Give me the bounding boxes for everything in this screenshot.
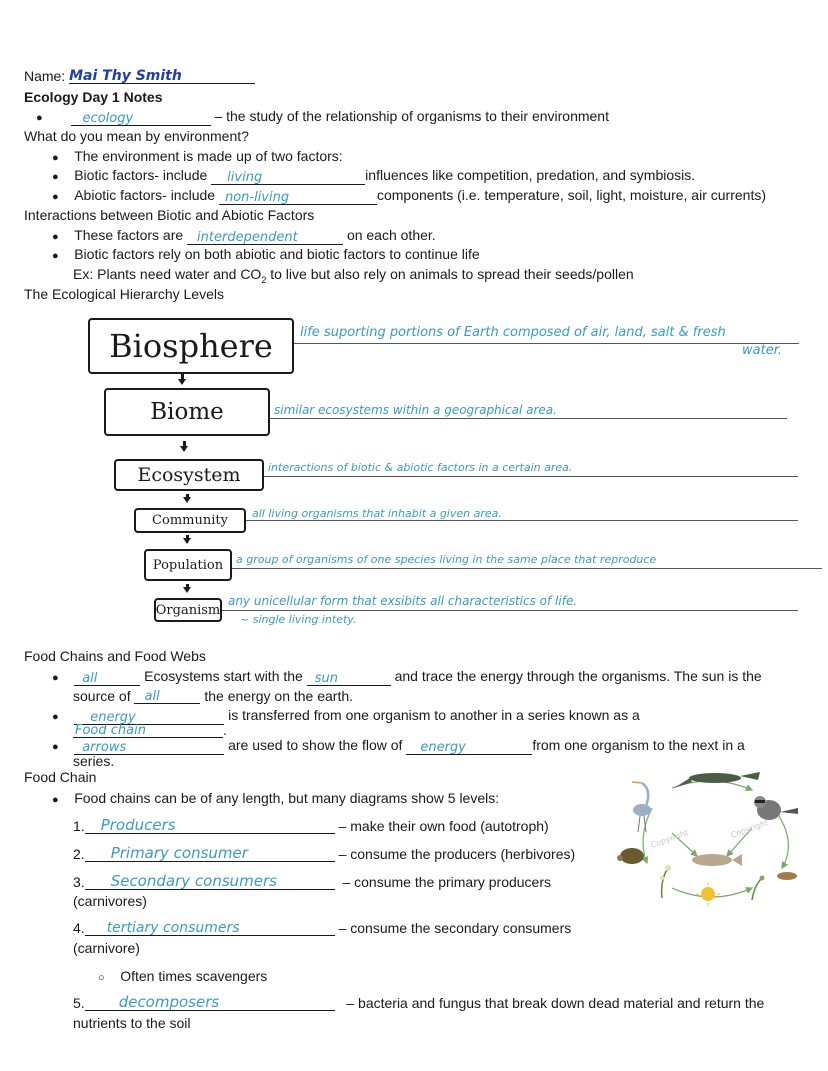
energy-answer-2: energy <box>420 740 466 755</box>
all-blank-2[interactable] <box>134 688 200 704</box>
level-desc: – consume the primary producers <box>342 874 552 890</box>
level-desc: – consume the producers (herbivores) <box>338 846 576 862</box>
chain-level-4 <box>73 920 571 936</box>
environment-text: The environment is made up of two factors: <box>74 148 343 164</box>
biotic-bullet <box>52 167 695 185</box>
level-line <box>294 343 799 344</box>
interdependent-blank[interactable] <box>187 229 343 245</box>
primary-answer: Primary consumer <box>110 844 248 862</box>
scavenger-bullet <box>98 968 267 986</box>
page-title: Ecology Day 1 Notes <box>24 89 163 105</box>
plant-icon <box>660 865 671 898</box>
arrows-text: are used to show the flow of <box>228 737 403 753</box>
sun-bullet <box>52 668 762 686</box>
secondary-answer: Secondary consumers <box>110 872 277 890</box>
abiotic-blank[interactable] <box>219 189 377 205</box>
producers-blank[interactable] <box>85 818 335 834</box>
source-text-2: the energy on the earth. <box>204 688 354 704</box>
web-arrow <box>777 813 788 868</box>
environment-question: What do you mean by environment? <box>24 128 249 144</box>
food-chain-answer: Food chain <box>75 723 146 738</box>
arrows-text-2: from one organism to the next in a <box>532 737 745 753</box>
level-line <box>246 520 798 521</box>
name-value: Mai Thy Smith <box>69 68 182 84</box>
ecology-definition: – the study of the relationship of organisms to their environment <box>214 108 609 124</box>
hierarchy-heading: The Ecological Hierarchy Levels <box>24 286 224 302</box>
level-label: Biome <box>150 399 224 425</box>
arrow-down-icon <box>180 446 188 452</box>
level-label: Biosphere <box>109 327 273 365</box>
length-bullet <box>52 790 499 808</box>
source-line <box>73 688 353 704</box>
scavenger-text: Often times scavengers <box>120 968 268 984</box>
crayfish-icon <box>777 872 797 880</box>
copyright-watermark: Copyright <box>729 818 770 840</box>
secondary-blank[interactable] <box>85 874 335 890</box>
level-ecosystem-desc: interactions of biotic & abiotic factors in a certain area. <box>268 461 573 474</box>
biotic-blank[interactable] <box>211 169 365 185</box>
level-line <box>270 418 787 419</box>
name-line <box>24 68 255 84</box>
level-biome-desc: similar ecosystems within a geographical area. <box>274 403 557 417</box>
food-chain-blank[interactable] <box>73 722 223 738</box>
ecology-answer: ecology <box>82 111 134 126</box>
length-text: Food chains can be of any length, but many diagrams show 5 levels: <box>74 790 500 806</box>
arrow-down-icon <box>183 587 191 593</box>
nutrients-text: nutrients to the soil <box>73 1015 191 1031</box>
sun-answer: sun <box>314 671 338 686</box>
bullet-icon: ● <box>52 250 59 262</box>
interactions-heading: Interactions between Biotic and Abiotic Factors <box>24 207 315 223</box>
bullet-icon: ● <box>52 171 59 183</box>
arrows-bullet <box>52 737 745 755</box>
level-population-desc: a group of organisms of one species living in the same place that reproduce <box>236 553 657 566</box>
all-blank[interactable] <box>74 670 140 686</box>
level-community-box <box>134 508 246 533</box>
biotic-text: Biotic factors- include <box>74 167 208 183</box>
bullet-icon: ● <box>52 191 59 203</box>
bullet-icon: ● <box>52 711 59 723</box>
decomposers-blank[interactable] <box>85 995 335 1011</box>
arrow-down-icon <box>183 538 191 544</box>
level-biosphere-desc2: water. <box>742 343 782 358</box>
level-num: 4. <box>73 920 85 936</box>
energy-text: is transferred from one organism to another in a series known as a <box>228 707 640 723</box>
sun-blank[interactable] <box>307 670 391 686</box>
arrow-down-icon <box>178 379 186 385</box>
level-ecosystem-box <box>114 459 264 491</box>
level-biome-box <box>104 388 270 436</box>
name-blank[interactable] <box>69 68 255 84</box>
ecology-line <box>36 108 609 126</box>
energy-answer: energy <box>90 710 136 725</box>
abiotic-post: components (i.e. temperature, soil, light, moisture, air currents) <box>376 187 766 203</box>
level-desc: – make their own food (autotroph) <box>338 818 549 834</box>
period: . <box>223 722 227 738</box>
source-text: source of <box>73 688 131 704</box>
abiotic-answer: non-living <box>224 190 290 205</box>
chain-level-1 <box>73 818 549 834</box>
sun-icon <box>696 882 720 906</box>
example-sub: 2 <box>261 274 267 285</box>
carnivores-text: (carnivores) <box>73 893 147 909</box>
primary-blank[interactable] <box>85 846 335 862</box>
abiotic-bullet <box>52 187 766 205</box>
arrow-down-icon <box>183 497 191 503</box>
level-num: 3. <box>73 874 85 890</box>
carnivore-text: (carnivore) <box>73 940 140 956</box>
food-web-illustration <box>612 768 812 913</box>
series-text: series. <box>73 753 115 769</box>
rely-text: Biotic factors rely on both abiotic and biotic factors to continue life <box>74 246 480 262</box>
bullet-icon: ● <box>52 152 59 164</box>
sun-text: Ecosystems start with the <box>144 668 303 684</box>
level-num: 1. <box>73 818 85 834</box>
chain-level-2 <box>73 846 575 862</box>
all-answer-2: all <box>144 689 160 704</box>
level-label: Population <box>152 557 224 573</box>
tertiary-answer: tertiary consumers <box>106 920 240 936</box>
level-num: 2. <box>73 846 85 862</box>
level-label: Community <box>152 513 228 528</box>
example-line <box>73 266 634 288</box>
biotic-post: influences like competition, predation, and symbiosis. <box>365 167 696 183</box>
raccoon-icon <box>754 796 798 820</box>
tertiary-blank[interactable] <box>85 920 335 936</box>
plant-icon <box>752 876 765 901</box>
name-label: Name: <box>24 68 66 84</box>
level-line <box>264 476 798 477</box>
fish-icon <box>692 854 742 866</box>
level-line <box>232 568 822 569</box>
level-label: Ecosystem <box>137 464 241 486</box>
interdependent-post: on each other. <box>346 227 436 243</box>
copyright-watermark: Copyright <box>649 828 690 850</box>
abiotic-text: Abiotic factors- include <box>74 187 216 203</box>
level-organism-desc2: ~ single living intety. <box>240 613 357 626</box>
circle-bullet-icon: ○ <box>98 972 105 984</box>
alligator-icon <box>674 772 760 788</box>
example-post: to live but also rely on animals to spread their seeds/pollen <box>266 266 634 282</box>
level-organism-desc: any unicellular form that exsibits all characteristics of life. <box>228 594 578 608</box>
decomposers-answer: decomposers <box>118 993 220 1011</box>
bullet-icon: ● <box>36 112 43 124</box>
level-biosphere-desc: life suporting portions of Earth composed of air, land, salt & fresh <box>300 325 726 340</box>
chain-level-3 <box>73 874 551 890</box>
food-webs-heading: Food Chains and Food Webs <box>24 648 206 664</box>
level-organism-box <box>154 598 222 622</box>
interdependent-text: These factors are <box>74 227 184 243</box>
food-chain-heading: Food Chain <box>24 769 97 785</box>
level-desc: – bacteria and fungus that break down dead material and return the <box>346 995 765 1011</box>
all-answer: all <box>82 671 98 686</box>
heron-icon <box>632 782 651 832</box>
level-num: 5. <box>73 995 85 1011</box>
sun-text-2: and trace the energy through the organisms. The sun is the <box>394 668 762 684</box>
level-community-desc: all living organisms that inhabit a given area. <box>252 507 502 520</box>
level-desc: – consume the secondary consumers <box>338 920 572 936</box>
level-biosphere-box <box>88 318 294 374</box>
level-population-box <box>144 549 232 581</box>
energy-blank-2[interactable] <box>406 739 532 755</box>
producers-answer: Producers <box>100 816 176 834</box>
level-label: Organism <box>155 602 221 618</box>
bullet-icon: ● <box>52 672 59 684</box>
bullet-icon: ● <box>52 794 59 806</box>
arrows-answer: arrows <box>82 740 127 755</box>
food-chain-line <box>73 722 227 738</box>
chain-level-5 <box>73 995 764 1011</box>
bullet-icon: ● <box>52 741 59 753</box>
interdependent-bullet <box>52 227 436 245</box>
bullet-icon: ● <box>52 231 59 243</box>
ecology-blank[interactable] <box>71 110 211 126</box>
interdependent-answer: interdependent <box>197 230 298 245</box>
rely-bullet <box>52 246 480 264</box>
turtle-icon <box>617 848 644 864</box>
environment-bullet <box>52 148 343 166</box>
biotic-answer: living <box>227 170 263 185</box>
example-pre: Ex: Plants need water and CO <box>73 266 262 282</box>
level-line <box>222 610 798 611</box>
